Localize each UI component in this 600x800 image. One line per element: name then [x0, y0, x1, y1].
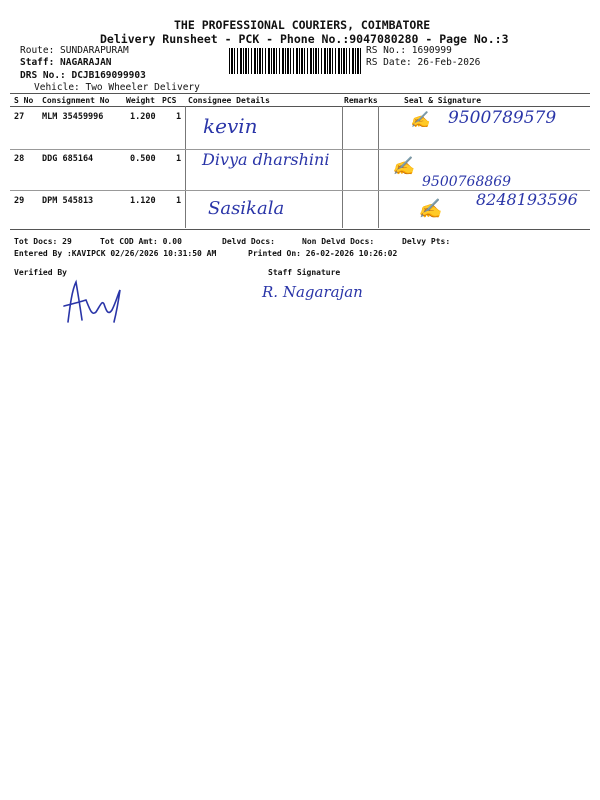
col-consignment: Consignment No — [42, 96, 110, 105]
phone-handwriting: 9500789579 — [448, 108, 557, 128]
barcode — [229, 48, 361, 74]
page-subtitle: Delivery Runsheet - PCK - Phone No.:9047080280 - Page No.:3 — [100, 32, 509, 46]
row-pcs: 1 — [176, 112, 182, 122]
verified-signature — [56, 276, 136, 326]
col-consignee: Consignee Details — [188, 96, 270, 105]
staff-label: Staff: NAGARAJAN — [20, 57, 112, 68]
entered-by: Entered By :KAVIPCK 02/26/2026 10:31:50 AM — [14, 249, 217, 258]
consignee-handwriting: Divya dharshini — [202, 150, 330, 169]
col-sno: S No — [14, 96, 34, 105]
consignee-handwriting: Sasikala — [208, 198, 285, 219]
delivered-docs: Delvd Docs: — [222, 237, 275, 246]
row-pcs: 1 — [176, 196, 182, 206]
total-cod-amount: Tot COD Amt: 0.00 — [100, 237, 182, 246]
signature-scribble: ✍ — [418, 198, 442, 220]
drs-number: DRS No.: DCJB169099903 — [20, 70, 146, 81]
total-docs: Tot Docs: 29 — [14, 237, 72, 246]
col-weight: Weight — [126, 96, 155, 105]
rs-date: RS Date: 26-Feb-2026 — [366, 57, 481, 68]
row-weight: 0.500 — [130, 154, 156, 164]
row-consignment: DDG 685164 — [42, 154, 94, 164]
phone-handwriting: 9500768869 — [422, 174, 512, 190]
staff-signature-handwriting: R. Nagarajan — [262, 283, 363, 301]
col-remarks: Remarks — [344, 96, 378, 105]
delivery-points: Delvy Pts: — [402, 237, 451, 246]
row-sno: 27 — [14, 112, 25, 122]
signature-scribble: ✍ — [392, 156, 415, 177]
staff-signature-label: Staff Signature — [268, 268, 341, 277]
col-seal: Seal & Signature — [404, 96, 482, 105]
phone-handwriting: 8248193596 — [476, 190, 578, 209]
signature-scribble: ✍ — [410, 110, 430, 129]
rs-number: RS No.: 1690999 — [366, 45, 452, 56]
consignee-handwriting: kevin — [203, 114, 258, 138]
col-pcs: PCS — [162, 96, 177, 105]
row-sno: 29 — [14, 196, 25, 206]
row-consignment: DPM 545813 — [42, 196, 94, 206]
printed-on: Printed On: 26-02-2026 10:26:02 — [248, 249, 398, 258]
row-pcs: 1 — [176, 154, 182, 164]
verified-by-label: Verified By — [14, 268, 67, 277]
row-weight: 1.200 — [130, 112, 156, 122]
row-consignment: MLM 35459996 — [42, 112, 104, 122]
vehicle-label: Vehicle: Two Wheeler Delivery — [34, 82, 200, 93]
row-sno: 28 — [14, 154, 25, 164]
page-title: THE PROFESSIONAL COURIERS, COIMBATORE — [174, 18, 431, 32]
row-weight: 1.120 — [130, 196, 156, 206]
non-delivered-docs: Non Delvd Docs: — [302, 237, 375, 246]
route-label: Route: SUNDARAPURAM — [20, 45, 129, 56]
